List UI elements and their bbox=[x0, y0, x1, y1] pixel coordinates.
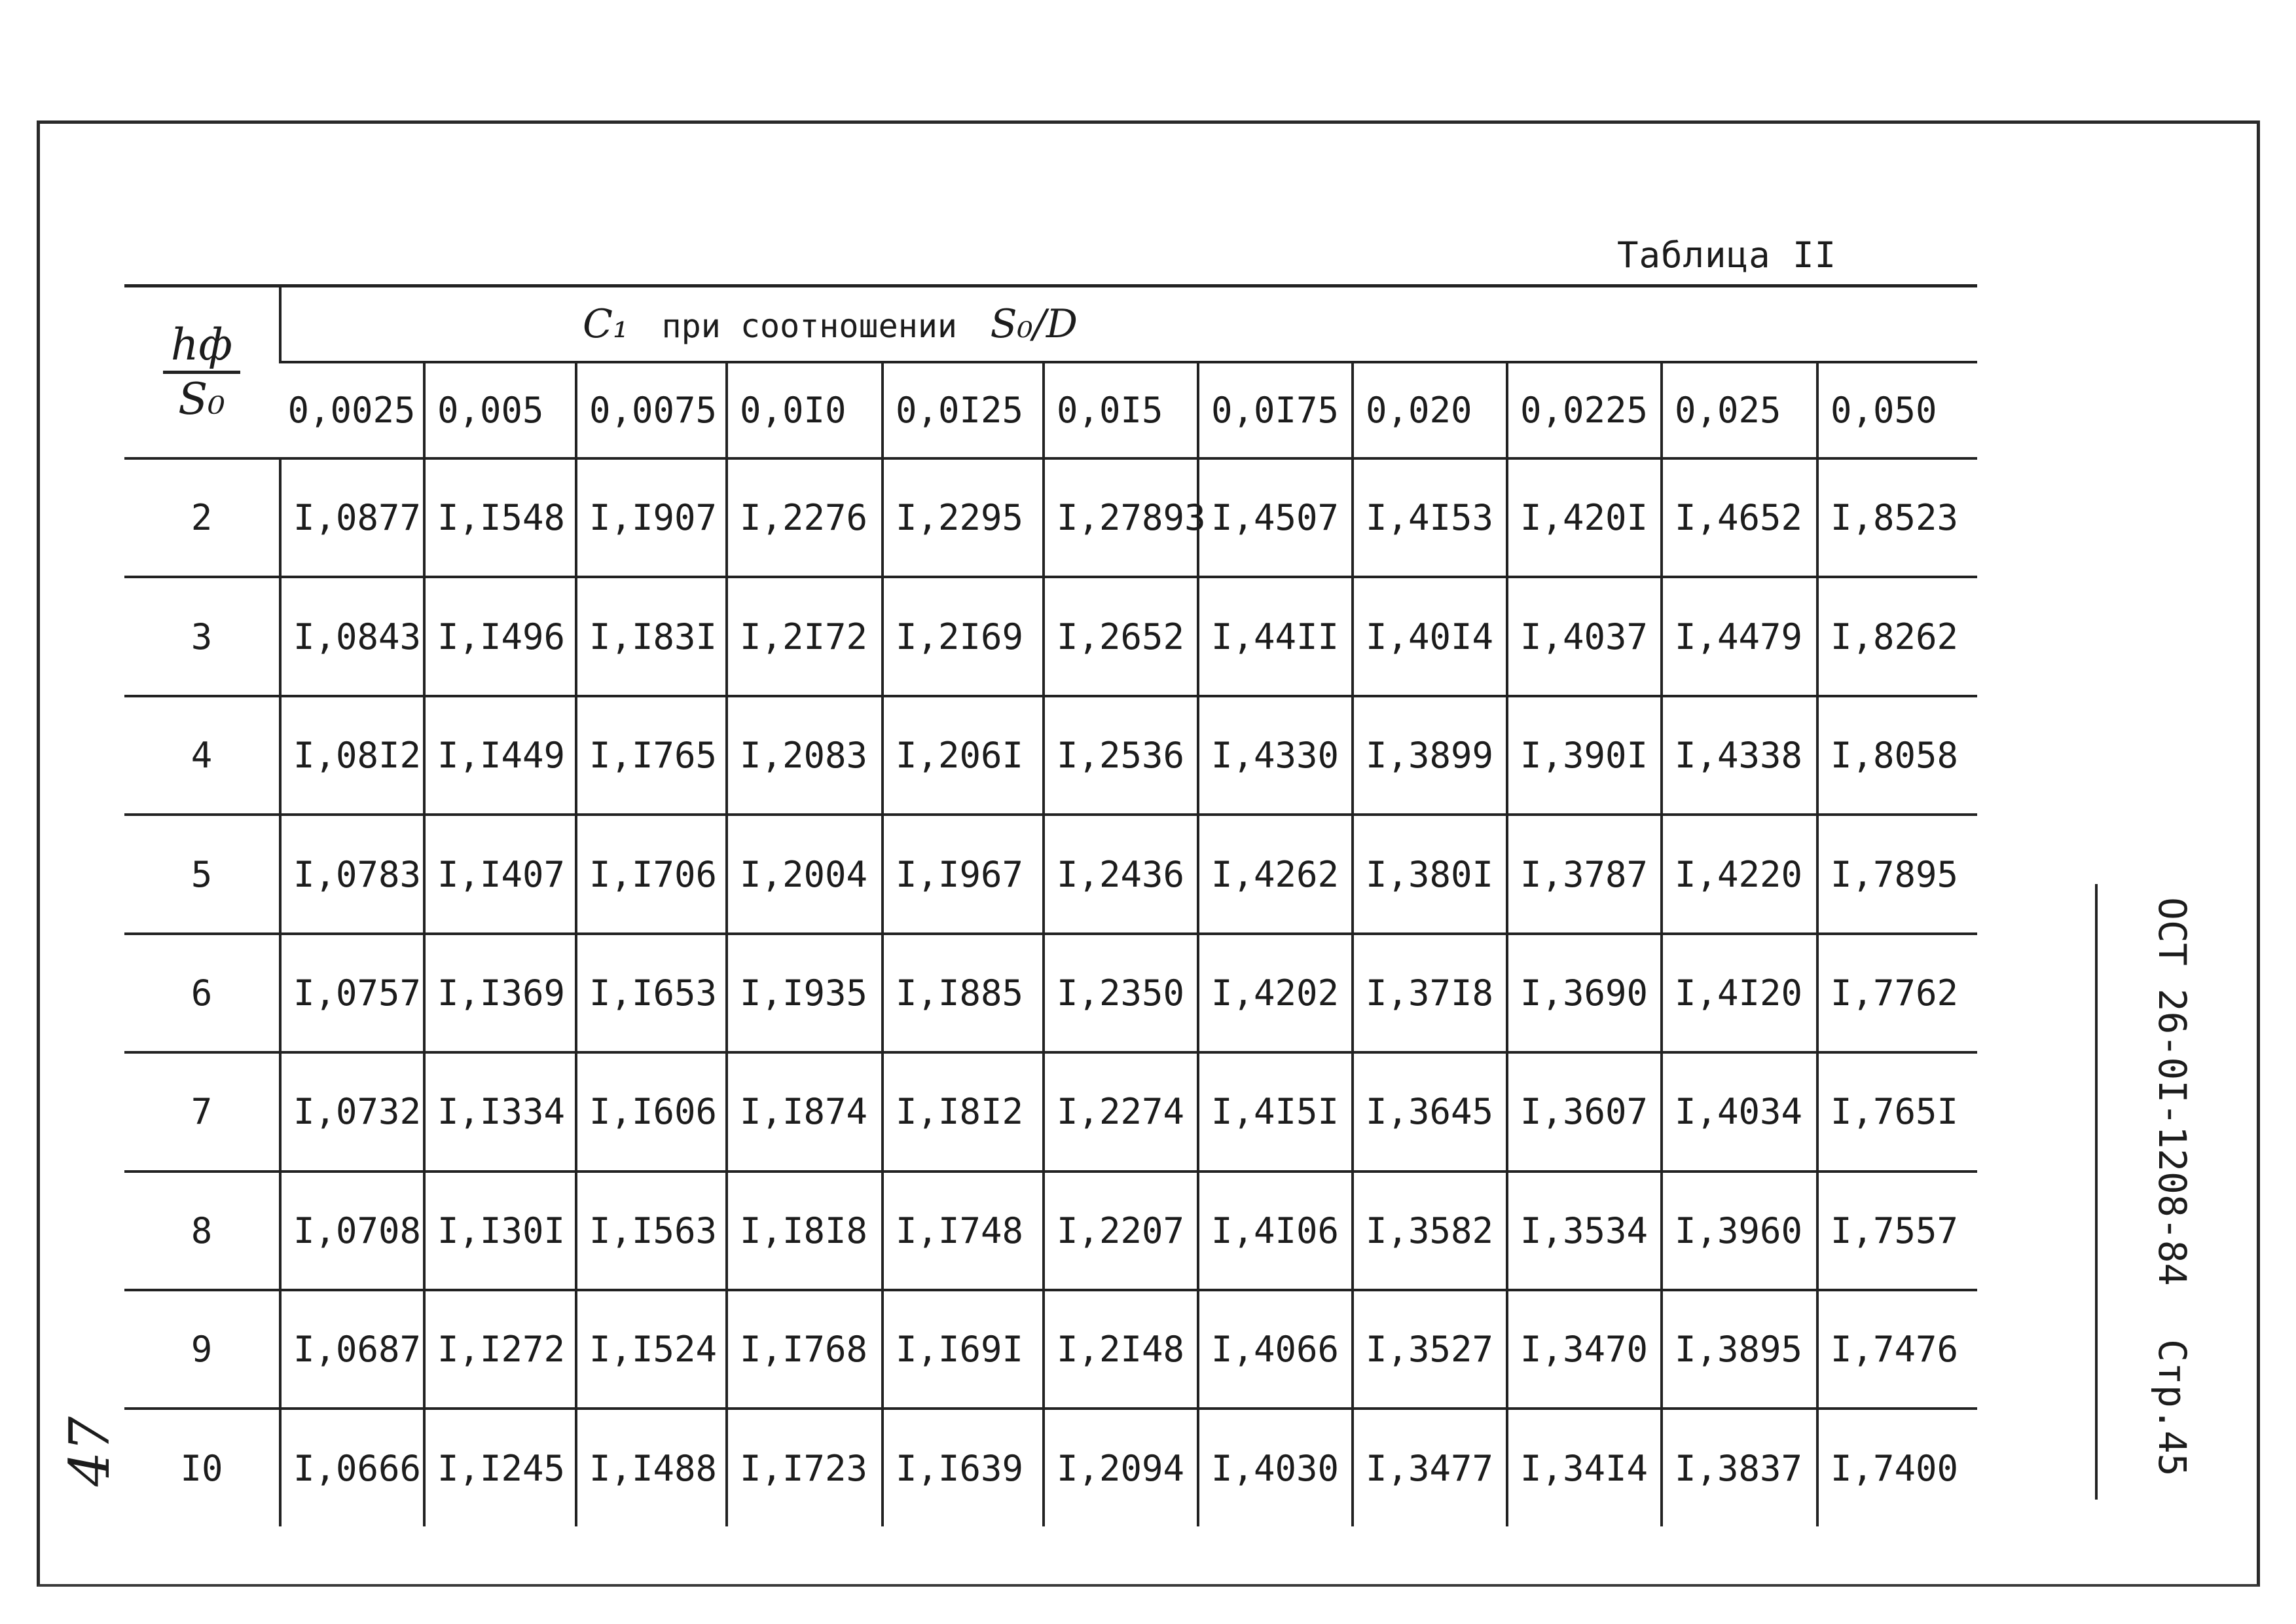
table-cell: I,08I2 bbox=[280, 696, 424, 815]
table-cell: I,I768 bbox=[727, 1290, 883, 1409]
table-cell: I,0708 bbox=[280, 1172, 424, 1290]
table-cell: I,2094 bbox=[1044, 1409, 1198, 1526]
table-cell: I,3534 bbox=[1507, 1172, 1662, 1290]
table-cell: I,2004 bbox=[727, 815, 883, 933]
table-cell: I,2I69 bbox=[883, 577, 1044, 695]
table-row bbox=[124, 815, 1977, 933]
table-cell: I,2207 bbox=[1044, 1172, 1198, 1290]
table-cell: I,44II bbox=[1198, 577, 1353, 695]
table-cell: I,0757 bbox=[280, 934, 424, 1052]
row-parameter-denominator: S₀ bbox=[178, 373, 225, 424]
table-cell: I,420I bbox=[1507, 458, 1662, 577]
table-cell: I,I83I bbox=[576, 577, 727, 695]
column-header: 0,005 bbox=[424, 362, 576, 458]
table-cell: I,7895 bbox=[1817, 815, 1977, 933]
table-row bbox=[124, 696, 1977, 815]
table-cell: I,4652 bbox=[1662, 458, 1817, 577]
table-cell: I,4262 bbox=[1198, 815, 1353, 933]
table-cell: I,4034 bbox=[1662, 1052, 1817, 1171]
table-cell: I,3837 bbox=[1662, 1409, 1817, 1526]
table-cell: I,I874 bbox=[727, 1052, 883, 1171]
table-row bbox=[124, 1290, 1977, 1409]
table-row bbox=[124, 1172, 1977, 1290]
table-cell: I,4066 bbox=[1198, 1290, 1353, 1409]
table-cell: I,I765 bbox=[576, 696, 727, 815]
table-row bbox=[124, 458, 1977, 577]
table-cell: I,390I bbox=[1507, 696, 1662, 815]
table-cell: I,2350 bbox=[1044, 934, 1198, 1052]
table-cell: I,I272 bbox=[424, 1290, 576, 1409]
table-cell: I,I30I bbox=[424, 1172, 576, 1290]
table-cell: I,3470 bbox=[1507, 1290, 1662, 1409]
table-cell: I,I606 bbox=[576, 1052, 727, 1171]
row-parameter-header bbox=[124, 286, 280, 458]
table-cell: I,3645 bbox=[1353, 1052, 1507, 1171]
table-cell: I,4I06 bbox=[1198, 1172, 1353, 1290]
column-header: 0,025 bbox=[1662, 362, 1817, 458]
column-header: 0,0I5 bbox=[1044, 362, 1198, 458]
table-cell: I,0666 bbox=[280, 1409, 424, 1526]
table-row bbox=[124, 1052, 1977, 1171]
table-cell: I,4507 bbox=[1198, 458, 1353, 577]
column-header: 0,0I75 bbox=[1198, 362, 1353, 458]
column-header: 0,020 bbox=[1353, 362, 1507, 458]
column-header: 0,0025 bbox=[280, 362, 424, 458]
column-header: 0,0I25 bbox=[883, 362, 1044, 458]
table-cell: I,0732 bbox=[280, 1052, 424, 1171]
column-header: 0,050 bbox=[1817, 362, 1977, 458]
table-cell: I,380I bbox=[1353, 815, 1507, 933]
table-cell: I,34I4 bbox=[1507, 1409, 1662, 1526]
row-parameter-value: 6 bbox=[124, 934, 280, 1052]
table-cell: I,4I53 bbox=[1353, 458, 1507, 577]
table-cell: I,I496 bbox=[424, 577, 576, 695]
table-cell: I,2083 bbox=[727, 696, 883, 815]
table-cell: I,37I8 bbox=[1353, 934, 1507, 1052]
table-cell: I,7557 bbox=[1817, 1172, 1977, 1290]
coefficient-table bbox=[124, 284, 1977, 1526]
table-cell: I,3895 bbox=[1662, 1290, 1817, 1409]
table-cell: I,I524 bbox=[576, 1290, 727, 1409]
table-cell: I,I245 bbox=[424, 1409, 576, 1526]
sheet-number: 47 bbox=[58, 1416, 122, 1486]
row-parameter-value: 4 bbox=[124, 696, 280, 815]
table-cell: I,I563 bbox=[576, 1172, 727, 1290]
table-cell: I,206I bbox=[883, 696, 1044, 815]
table-cell: I,I935 bbox=[727, 934, 883, 1052]
row-parameter-value: I0 bbox=[124, 1409, 280, 1526]
column-header: 0,0075 bbox=[576, 362, 727, 458]
row-parameter-value: 7 bbox=[124, 1052, 280, 1171]
table-cell: I,I653 bbox=[576, 934, 727, 1052]
table-cell: I,2295 bbox=[883, 458, 1044, 577]
table-cell: I,0877 bbox=[280, 458, 424, 577]
row-parameter-value: 9 bbox=[124, 1290, 280, 1409]
table-cell: I,0687 bbox=[280, 1290, 424, 1409]
table-cell: I,2I72 bbox=[727, 577, 883, 695]
relation-text: при соотношении bbox=[661, 307, 958, 346]
row-parameter-value: 8 bbox=[124, 1172, 280, 1290]
table-cell: I,0783 bbox=[280, 815, 424, 933]
table-cell: I,7762 bbox=[1817, 934, 1977, 1052]
ratio-symbol: S₀/D bbox=[990, 301, 1078, 348]
column-header: 0,0225 bbox=[1507, 362, 1662, 458]
table-cell: I,I748 bbox=[883, 1172, 1044, 1290]
table-cell: I,8262 bbox=[1817, 577, 1977, 695]
table-cell: I,I639 bbox=[883, 1409, 1044, 1526]
table-cell: I,4202 bbox=[1198, 934, 1353, 1052]
standard-code: ОСТ 26-0I-1208-84 bbox=[2150, 897, 2195, 1286]
table-cell: I,I8I2 bbox=[883, 1052, 1044, 1171]
table-cell: I,0843 bbox=[280, 577, 424, 695]
table-cell: I,2I48 bbox=[1044, 1290, 1198, 1409]
column-header-row bbox=[124, 362, 1977, 458]
table-cell: I,I548 bbox=[424, 458, 576, 577]
table-cell: I,4338 bbox=[1662, 696, 1817, 815]
table-cell: I,4220 bbox=[1662, 815, 1817, 933]
page-reference: Стр.45 bbox=[2150, 1339, 2195, 1477]
table-cell: I,4I20 bbox=[1662, 934, 1817, 1052]
coefficient-symbol: C₁ bbox=[583, 301, 629, 348]
table-cell: I,I8I8 bbox=[727, 1172, 883, 1290]
column-header: 0,0I0 bbox=[727, 362, 883, 458]
table-cell: I,I488 bbox=[576, 1409, 727, 1526]
table-row bbox=[124, 577, 1977, 695]
table-cell: I,3899 bbox=[1353, 696, 1507, 815]
table-cell: I,I967 bbox=[883, 815, 1044, 933]
row-parameter-numerator: hф bbox=[163, 322, 240, 373]
table-cell: I,I706 bbox=[576, 815, 727, 933]
table-row bbox=[124, 934, 1977, 1052]
table-row bbox=[124, 1409, 1977, 1526]
table-cell: I,7400 bbox=[1817, 1409, 1977, 1526]
table-cell: I,4030 bbox=[1198, 1409, 1353, 1526]
table-cell: I,I449 bbox=[424, 696, 576, 815]
table-cell: I,2276 bbox=[727, 458, 883, 577]
table-cell: I,7476 bbox=[1817, 1290, 1977, 1409]
table-label: Таблица II bbox=[1617, 234, 1837, 276]
table-cell: I,2436 bbox=[1044, 815, 1198, 933]
table-cell: I,8523 bbox=[1817, 458, 1977, 577]
table-cell: I,I407 bbox=[424, 815, 576, 933]
table-cell: I,2652 bbox=[1044, 577, 1198, 695]
table-cell: I,I69I bbox=[883, 1290, 1044, 1409]
table-cell: I,I334 bbox=[424, 1052, 576, 1171]
row-parameter-value: 3 bbox=[124, 577, 280, 695]
column-group-header bbox=[280, 286, 1977, 363]
table-cell: I,3690 bbox=[1507, 934, 1662, 1052]
table-cell: I,4037 bbox=[1507, 577, 1662, 695]
table-cell: I,2274 bbox=[1044, 1052, 1198, 1171]
table-cell: I,8058 bbox=[1817, 696, 1977, 815]
table-cell: I,27893 bbox=[1044, 458, 1198, 577]
table-cell: I,3582 bbox=[1353, 1172, 1507, 1290]
table-cell: I,3960 bbox=[1662, 1172, 1817, 1290]
row-parameter-value: 2 bbox=[124, 458, 280, 577]
side-stamp-rule bbox=[2095, 884, 2143, 1500]
table-cell: I,4I5I bbox=[1198, 1052, 1353, 1171]
table-cell: I,4479 bbox=[1662, 577, 1817, 695]
table-cell: I,3477 bbox=[1353, 1409, 1507, 1526]
table-cell: I,3607 bbox=[1507, 1052, 1662, 1171]
table-cell: I,3787 bbox=[1507, 815, 1662, 933]
table-cell: I,I723 bbox=[727, 1409, 883, 1526]
table-cell: I,765I bbox=[1817, 1052, 1977, 1171]
table-cell: I,40I4 bbox=[1353, 577, 1507, 695]
table-cell: I,4330 bbox=[1198, 696, 1353, 815]
table-cell: I,I885 bbox=[883, 934, 1044, 1052]
row-parameter-value: 5 bbox=[124, 815, 280, 933]
table-cell: I,I369 bbox=[424, 934, 576, 1052]
table-cell: I,3527 bbox=[1353, 1290, 1507, 1409]
table-cell: I,2536 bbox=[1044, 696, 1198, 815]
table-cell: I,I907 bbox=[576, 458, 727, 577]
